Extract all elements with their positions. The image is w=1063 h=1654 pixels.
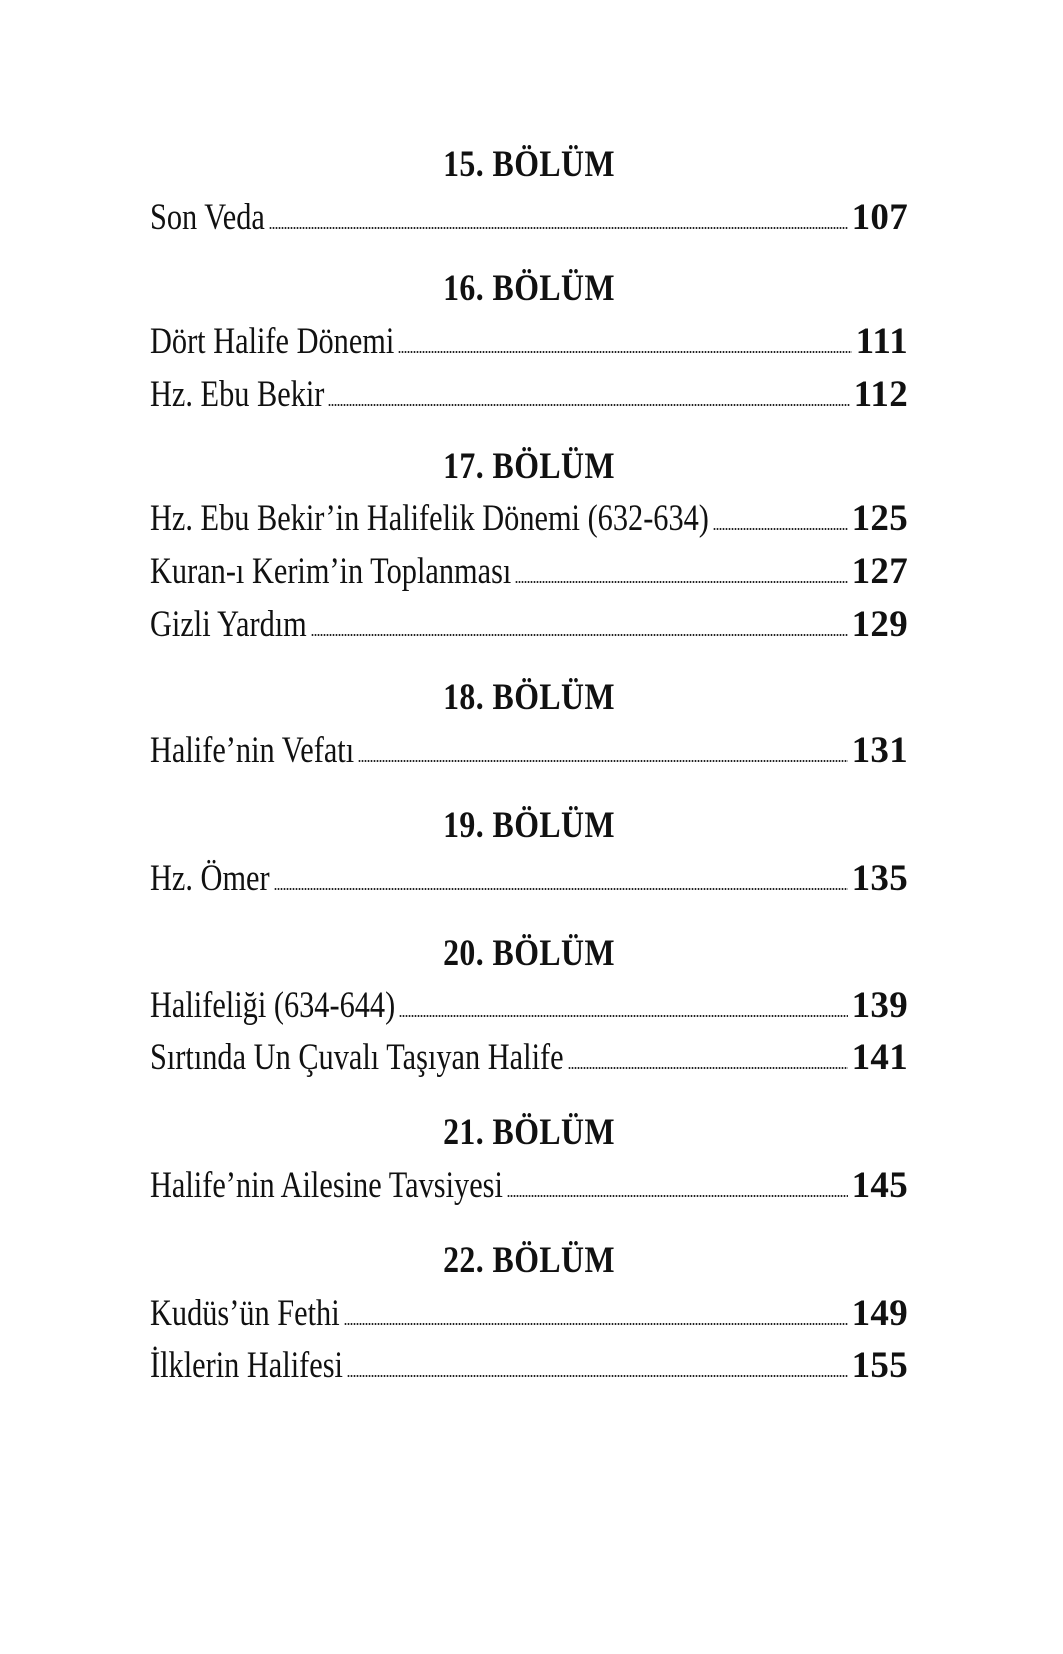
entry-title: Gizli Yardım xyxy=(150,604,307,645)
dot-leader xyxy=(347,1375,847,1377)
dot-leader xyxy=(274,888,848,890)
dot-leader xyxy=(713,528,848,530)
dot-leader xyxy=(311,634,848,636)
entry-title: Sırtında Un Çuvalı Taşıyan Halife xyxy=(150,1037,564,1078)
dot-leader xyxy=(507,1195,847,1197)
section-heading: 18. BÖLÜM xyxy=(443,677,615,718)
toc-entry[interactable] xyxy=(150,1036,908,1080)
entry-page-number: 155 xyxy=(851,1345,908,1386)
entry-page-number: 112 xyxy=(853,374,908,415)
toc-entry[interactable] xyxy=(150,373,908,417)
section-heading: 16. BÖLÜM xyxy=(443,268,615,309)
dot-leader xyxy=(515,581,848,583)
entry-page-number: 145 xyxy=(851,1165,908,1206)
toc-entry[interactable] xyxy=(150,497,908,541)
dot-leader xyxy=(269,227,848,229)
entry-page-number: 129 xyxy=(851,604,908,645)
entry-title: Halife’nin Ailesine Tavsiyesi xyxy=(150,1165,503,1206)
entry-title: Hz. Ebu Bekir’in Halifelik Dönemi (632-634) xyxy=(150,498,709,539)
entry-title: Hz. Ömer xyxy=(150,858,270,899)
toc-entry[interactable] xyxy=(150,320,908,364)
entry-title: Hz. Ebu Bekir xyxy=(150,374,325,415)
entry-title: Halife’nin Vefatı xyxy=(150,730,355,771)
entry-title: Dört Halife Dönemi xyxy=(150,321,395,362)
section-heading: 15. BÖLÜM xyxy=(443,144,615,185)
toc-entry[interactable] xyxy=(150,1292,908,1336)
section-heading: 17. BÖLÜM xyxy=(443,446,615,487)
entry-title: Son Veda xyxy=(150,197,265,238)
entry-page-number: 131 xyxy=(851,730,908,771)
entry-page-number: 139 xyxy=(851,985,908,1026)
section-heading: 20. BÖLÜM xyxy=(443,933,615,974)
toc-entry[interactable] xyxy=(150,1344,908,1388)
dot-leader xyxy=(398,351,851,353)
toc-entry[interactable] xyxy=(150,857,908,901)
entry-page-number: 127 xyxy=(851,551,908,592)
toc-entry[interactable] xyxy=(150,550,908,594)
dot-leader xyxy=(344,1323,848,1325)
entry-page-number: 141 xyxy=(851,1037,908,1078)
dot-leader xyxy=(358,760,847,762)
entry-title: İlklerin Halifesi xyxy=(150,1345,343,1386)
entry-title: Kudüs’ün Fethi xyxy=(150,1293,340,1334)
entry-page-number: 111 xyxy=(855,321,908,362)
toc-entry[interactable] xyxy=(150,984,908,1028)
entry-page-number: 107 xyxy=(851,197,908,238)
entry-page-number: 135 xyxy=(851,858,908,899)
dot-leader xyxy=(399,1015,847,1017)
section-heading: 21. BÖLÜM xyxy=(443,1112,615,1153)
section-heading: 19. BÖLÜM xyxy=(443,805,615,846)
entry-page-number: 125 xyxy=(851,498,908,539)
toc-entry[interactable] xyxy=(150,196,908,240)
entry-page-number: 149 xyxy=(851,1293,908,1334)
toc-entry[interactable] xyxy=(150,603,908,647)
toc-entry[interactable] xyxy=(150,1164,908,1208)
entry-title: Halifeliği (634-644) xyxy=(150,985,396,1026)
dot-leader xyxy=(568,1067,848,1069)
dot-leader xyxy=(328,404,850,406)
toc-entry[interactable] xyxy=(150,729,908,773)
section-heading: 22. BÖLÜM xyxy=(443,1240,615,1281)
entry-title: Kuran-ı Kerim’in Toplanması xyxy=(150,551,512,592)
